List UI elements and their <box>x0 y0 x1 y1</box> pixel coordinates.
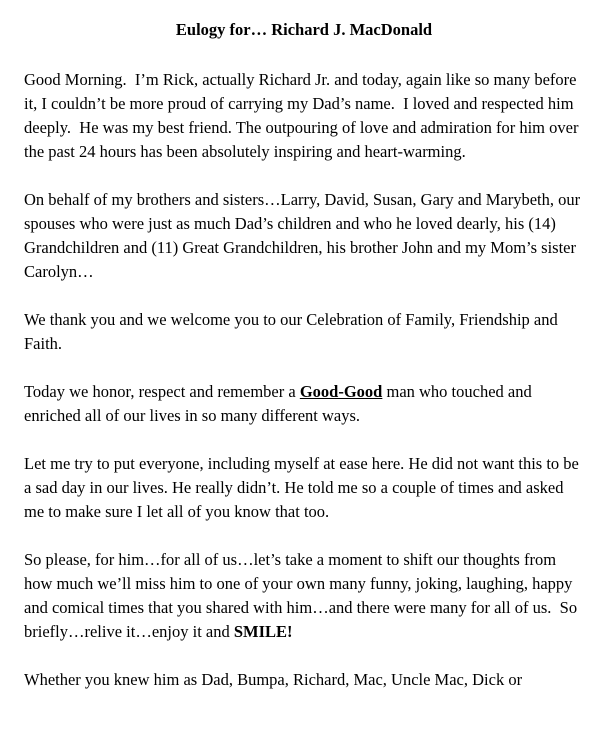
paragraph-honor-text-2: man who touched and enriched all of our lives in so many different ways. <box>24 382 536 425</box>
paragraph-welcome: We thank you and we welcome you to our Celebration of Family, Friendship and Faith. <box>24 310 562 353</box>
good-good-emphasis: Good-Good <box>299 382 383 401</box>
document-title: Eulogy for… Richard J. MacDonald <box>175 20 433 39</box>
paragraph-honor <box>24 380 584 428</box>
paragraph-honor-text-1: Today we honor, respect and remember a <box>24 382 300 401</box>
paragraph-greeting: Good Morning. I’m Rick, actually Richard Jr. and today, again like so many before it, I couldn’t be more proud of carrying my Dad’s name. I loved and respected him deeply. He was my best friend. The outpouring of love and admiration for him over the past 24 hours has been absolutely inspiring and heart-warming. <box>24 70 583 161</box>
paragraph-smile-text: So please, for him…for all of us…let’s take a moment to shift our thoughts from how much we’ll miss him to one of your own many funny, joking, laughing, happy and comical times that you shared with him…and there were many for all of us. So briefly…relive it…enjoy it and <box>24 550 582 641</box>
paragraph-smile <box>24 548 584 644</box>
smile-emphasis: SMILE! <box>233 622 293 641</box>
paragraph-family: On behalf of my brothers and sisters…Larry, David, Susan, Gary and Marybeth, our spouses who were just as much Dad’s children and who he loved dearly, his (14) Grandchildren and (11) Great Grandchildren, his brother John and my Mom’s sister Carolyn… <box>24 190 585 281</box>
paragraph-names: Whether you knew him as Dad, Bumpa, Richard, Mac, Uncle Mac, Dick or <box>24 670 523 689</box>
paragraph-ease: Let me try to put everyone, including myself at ease here. He did not want this to be a sad day in our lives. He really didn’t. He told me so a couple of times and asked me to make sure I let all of you know that too. <box>24 454 584 521</box>
document-page <box>24 18 584 716</box>
